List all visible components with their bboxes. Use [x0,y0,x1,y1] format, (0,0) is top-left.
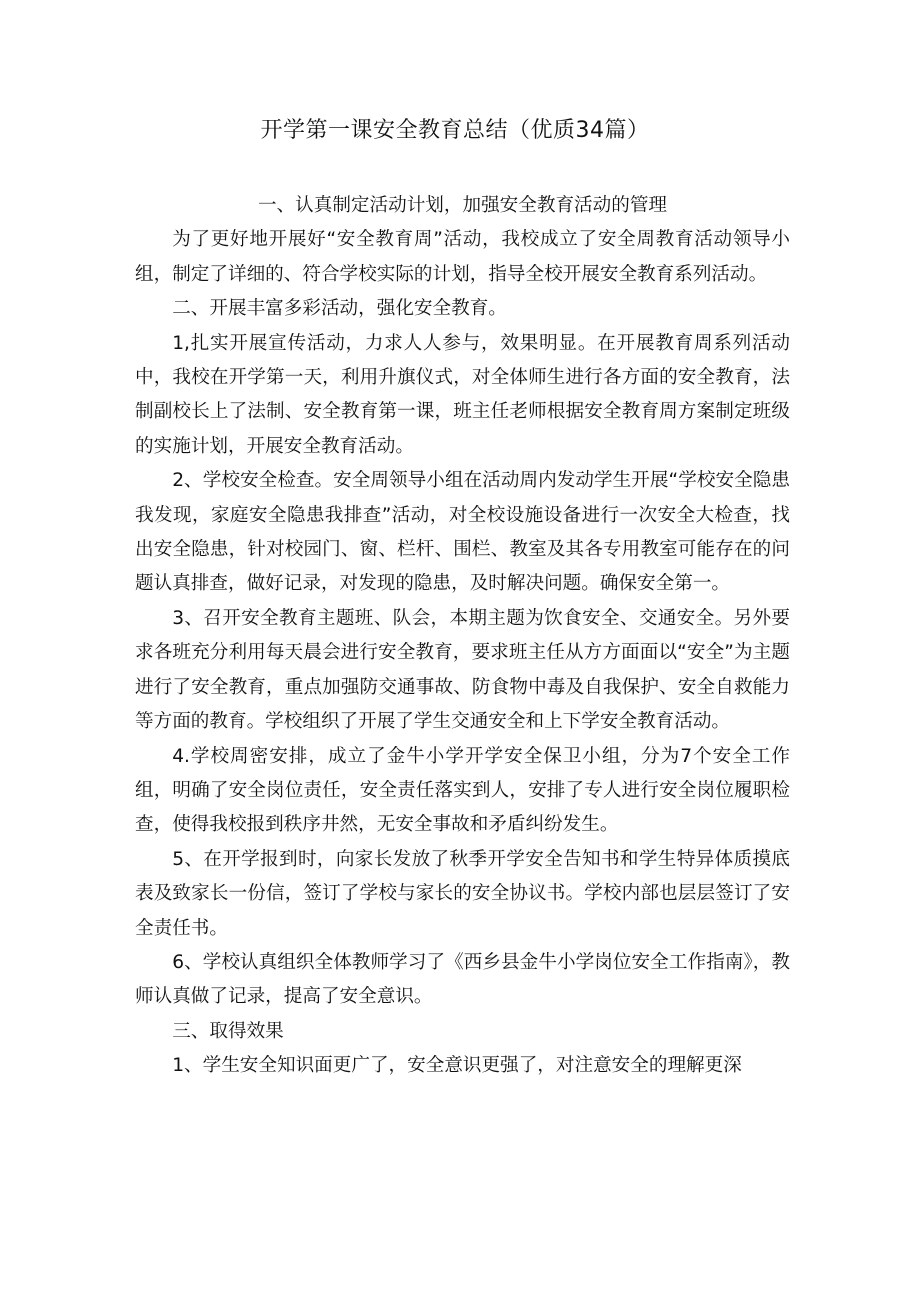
paragraph: 1、学生安全知识面更广了，安全意识更强了，对注意安全的理解更深 [172,1055,742,1077]
section-heading-1: 一、认真制定活动计划，加强安全教育活动的管理 [257,195,668,216]
section-heading-3: 三、取得效果 [172,1020,284,1042]
paragraph: 5、在开学报到时，向家长发放了秋季开学安全告知书和学生特异体质摸底表及致家长一份信，签订了学校与家长的安全协议书。学校内部也层层签订了安全责任书。 [135,848,790,939]
paragraph: 1,扎实开展宣传活动，力求人人参与，效果明显。在开展教育周系列活动中，我校在开学第一天，利用升旗仪式，对全体师生进行各方面的安全教育，法制副校长上了法制、安全教育第一课，班主任老师根据安全教育周方案制定班级的实施计划，开展安全教育活动。 [135,332,790,457]
document-body [135,189,790,1084]
paragraph: 为了更好地开展好“安全教育周”活动，我校成立了安全周教育活动领导小组，制定了详细的、符合学校实际的计划，指导全校开展安全教育系列活动。 [135,229,790,285]
paragraph: 6、学校认真组织全体教师学习了《西乡县金牛小学岗位安全工作指南》，教师认真做了记录，提高了安全意识。 [135,951,790,1008]
paragraph: 3、召开安全教育主题班、队会，本期主题为饮食安全、交通安全。另外要求各班充分利用每天晨会进行安全教育，要求班主任从方方面面以“安全”为主题进行了安全教育，重点加强防交通事故、防食物中毒及自我保护、安全自救能力等方面的教育。学校组织了开展了学生交通安全和上下学安全教育活动。 [135,607,790,733]
section-heading-2: 二、开展丰富多彩活动，强化安全教育。 [172,298,507,320]
document-title: 开学第一课安全教育总结（优质34篇） [260,118,650,143]
paragraph: 2、学校安全检查。安全周领导小组在活动周内发动学生开展“学校安全隐患我发现，家庭安全隐患我排查”活动，对全校设施设备进行一次安全大检查，找出安全隐患，针对校园门、窗、栏杆、围栏、教室及其各专用教室可能存在的问题认真排查，做好记录，对发现的隐患，及时解决问题。确保安全第一。 [135,470,790,595]
paragraph: 4.学校周密安排，成立了金牛小学开学安全保卫小组，分为7个安全工作组，明确了安全岗位责任，安全责任落实到人，安排了专人进行安全岗位履职检查，使得我校报到秩序井然，无安全事故和矛盾纠纷发生。 [135,745,790,836]
